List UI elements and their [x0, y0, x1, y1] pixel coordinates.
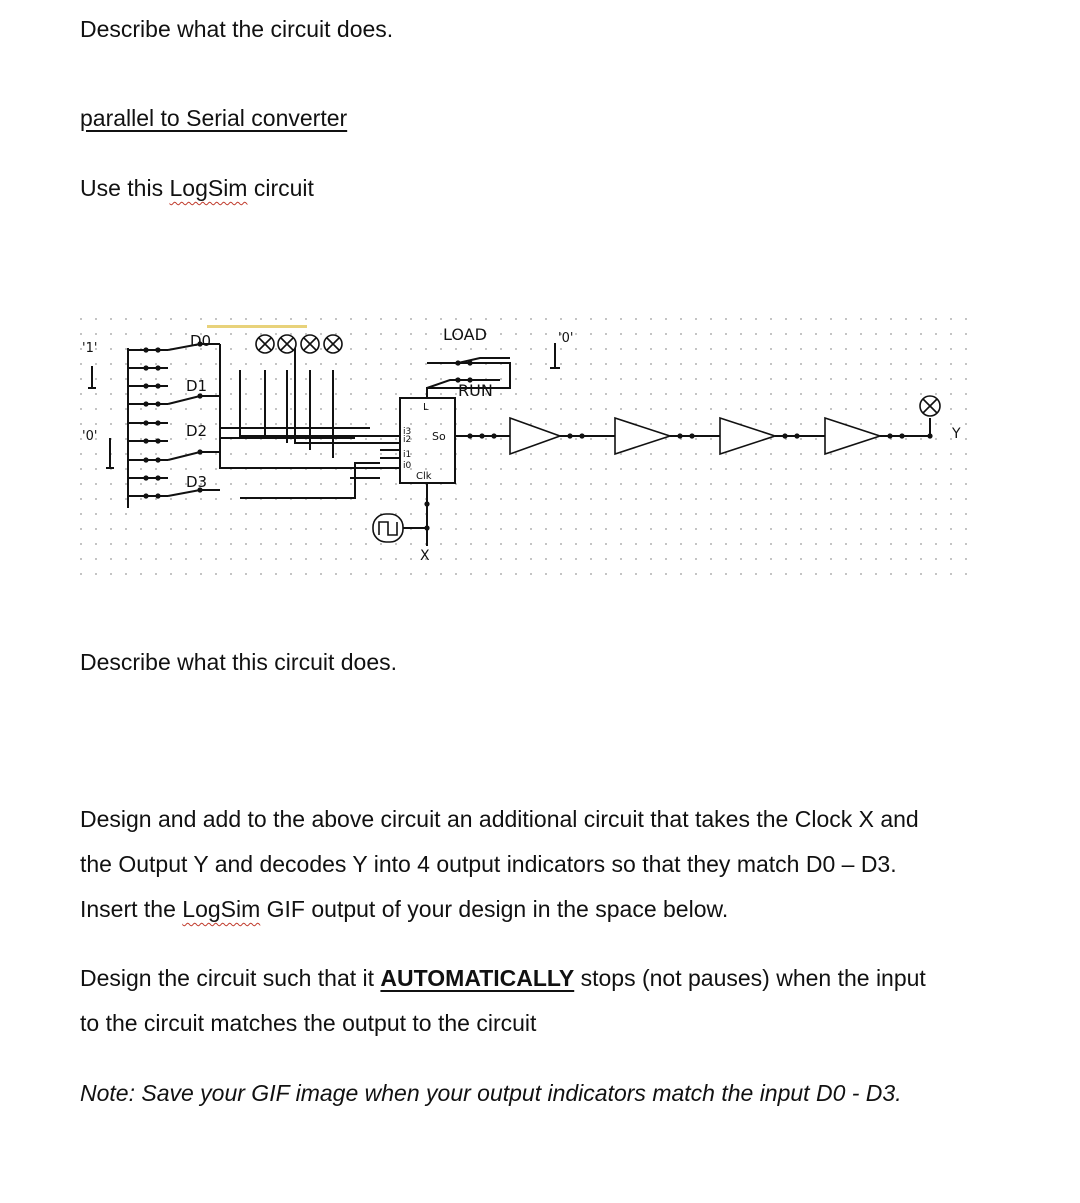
register-l-label: L — [423, 402, 429, 413]
design-para-line-3 — [80, 898, 728, 921]
load-label: LOAD — [443, 325, 487, 344]
auto-stop-line-1 — [80, 967, 926, 990]
register-so-label: So — [432, 430, 446, 443]
const-zero-top: '0' — [558, 331, 574, 346]
register-pin-i1: i1 — [403, 450, 412, 460]
lamp-icon — [324, 335, 342, 353]
insert-suffix: GIF output of your design in the space below. — [260, 896, 729, 922]
run-label: RUN — [458, 381, 493, 400]
const-one: '1' — [82, 341, 98, 356]
describe-heading: Describe what this circuit does. — [80, 649, 398, 675]
design-para-line-2: the Output Y and decodes Y into 4 output indicators so that they match D0 – D3. — [80, 851, 897, 877]
use-prefix: Use this — [80, 175, 170, 201]
register-pin-i0: i0 — [403, 461, 412, 471]
automatically-emphasis: AUTOMATICALLY — [380, 965, 575, 991]
logsim-word: LogSim — [169, 175, 248, 201]
clock-source-icon — [373, 514, 403, 542]
register-clk-label: Clk — [416, 471, 432, 482]
lamp-icon — [278, 335, 296, 353]
label-d2: D2 — [186, 422, 208, 440]
logsim-word: LogSim — [182, 896, 261, 922]
output-y-label: Y — [952, 426, 961, 442]
label-d1: D1 — [186, 377, 208, 395]
insert-prefix: Insert the — [80, 896, 183, 922]
lamp-icon — [256, 335, 274, 353]
register-pin-i2: i2 — [403, 435, 412, 445]
auto-stop-prefix: Design the circuit such that it — [80, 965, 381, 991]
use-suffix: circuit — [247, 175, 314, 201]
auto-stop-line-2: to the circuit matches the output to the circuit — [80, 1010, 537, 1036]
note-text: Note: Save your GIF image when your output indicators match the input D0 - D3. — [80, 1080, 902, 1106]
highlight-bar — [207, 325, 307, 328]
register-pin-i3: i3 — [403, 427, 412, 437]
question-heading: Describe what the circuit does. — [80, 16, 394, 42]
output-lamp-icon — [920, 396, 940, 416]
auto-stop-suffix: stops (not pauses) when the input — [574, 965, 926, 991]
label-d0: D0 — [190, 332, 212, 350]
answer-text: parallel to Serial converter — [80, 105, 348, 131]
use-circuit-line — [80, 177, 314, 200]
lamp-icon — [301, 335, 319, 353]
clock-x-label: X — [420, 548, 430, 564]
design-para-line-1: Design and add to the above circuit an additional circuit that takes the Clock X and — [80, 806, 919, 832]
grid-background — [80, 318, 980, 580]
logsim-circuit-diagram — [80, 318, 980, 580]
const-zero-left: '0' — [82, 429, 98, 444]
label-d3: D3 — [186, 473, 208, 491]
